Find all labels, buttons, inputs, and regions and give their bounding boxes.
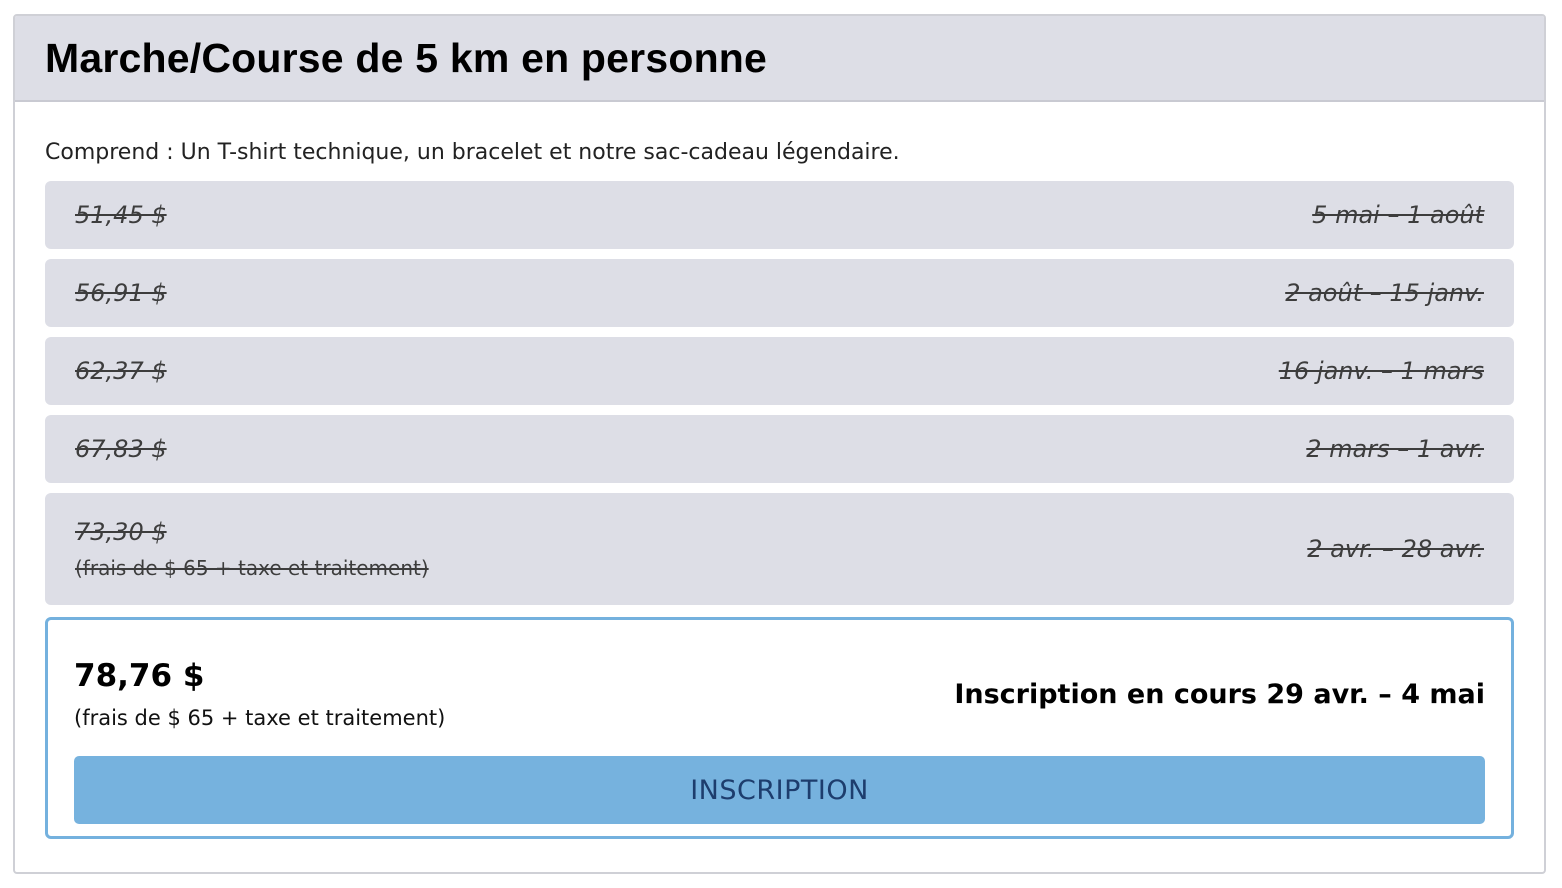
price-tier-expired (45, 493, 1514, 605)
card-header (15, 16, 1544, 102)
current-price: 78,76 $ (74, 658, 205, 694)
registration-card (13, 14, 1546, 874)
includes-text: Comprend : Un T-shirt technique, un bracelet et notre sac-cadeau légendaire. (45, 140, 900, 165)
tier-fee-note: (frais de $ 65 + taxe et traitement) (75, 556, 429, 580)
tier-dates: 5 mai – 1 août (1312, 201, 1484, 229)
price-tier-expired (45, 259, 1514, 327)
tier-price: 67,83 $ (75, 435, 167, 463)
tier-price: 51,45 $ (75, 201, 167, 229)
card-body (15, 135, 1544, 839)
tier-price-group (75, 518, 429, 580)
price-tier-expired (45, 415, 1514, 483)
current-price-group (74, 658, 445, 730)
tier-dates: 2 avr. – 28 avr. (1307, 535, 1484, 563)
price-tier-list (45, 181, 1514, 605)
event-title: Marche/Course de 5 km en personne (45, 34, 768, 81)
tier-dates: 2 mars – 1 avr. (1306, 435, 1484, 463)
price-tier-expired (45, 337, 1514, 405)
tier-price: 62,37 $ (75, 357, 167, 385)
current-fee-note: (frais de $ 65 + taxe et traitement) (74, 706, 446, 730)
tier-price: 56,91 $ (75, 279, 167, 307)
price-tier-expired (45, 181, 1514, 249)
registration-status: Inscription en cours 29 avr. – 4 mai (954, 678, 1485, 710)
tier-dates: 2 août – 15 janv. (1285, 279, 1484, 307)
register-button[interactable]: INSCRIPTION (74, 756, 1485, 824)
tier-dates: 16 janv. – 1 mars (1278, 357, 1484, 385)
current-tier-info (74, 642, 1485, 746)
tier-price: 73,30 $ (75, 518, 167, 546)
current-price-tier (45, 617, 1514, 839)
